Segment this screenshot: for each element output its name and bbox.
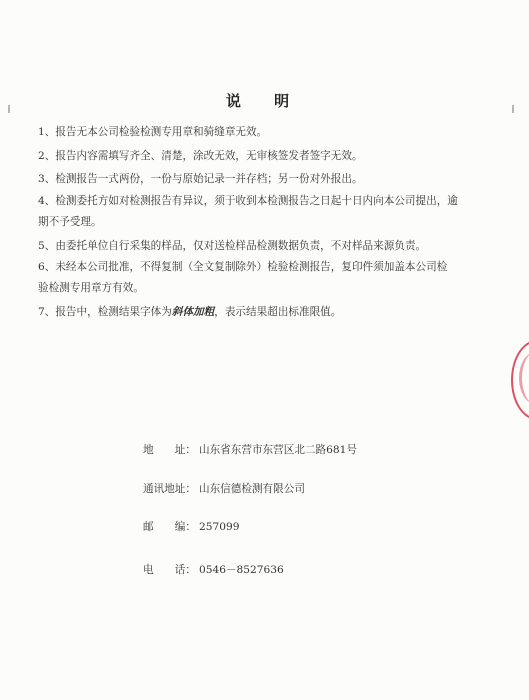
clause-5: 5、由委托单位自行采集的样品，仅对送检样品检测数据负责，不对样品来源负责。 xyxy=(38,240,427,252)
clause-7-prefix: 7、报告中，检测结果字体为 xyxy=(38,306,172,318)
clause-4-line-1: 4、检测委托方如对检测报告有异议，须于收到本检测报告之日起十日内向本公司提出，逾 xyxy=(38,195,458,207)
mail-address-value: 山东信德检测有限公司 xyxy=(199,483,305,495)
phone-value: 0546－8527636 xyxy=(199,564,284,576)
clause-2: 2、报告内容需填写齐全、清楚，涂改无效，无审核签发者签字无效。 xyxy=(38,150,363,162)
page-title: 说 明 xyxy=(225,92,304,110)
seal-stamp-edge xyxy=(511,340,529,420)
clause-1: 1、报告无本公司检验检测专用章和骑缝章无效。 xyxy=(38,126,268,138)
postcode-label: 邮 编： xyxy=(143,521,196,533)
clause-7 xyxy=(38,303,478,322)
contact-phone xyxy=(143,562,284,577)
contact-mail-address xyxy=(143,481,305,496)
contact-address xyxy=(143,442,357,457)
clause-4-line-2: 期不予受理。 xyxy=(38,216,102,228)
address-value: 山东省东营市东营区北二路681号 xyxy=(199,444,357,456)
clause-7-suffix: ，表示结果超出标准限值。 xyxy=(214,306,342,318)
contact-postcode xyxy=(143,519,239,534)
phone-label: 电 话： xyxy=(143,564,196,576)
clause-6-line-2: 验检测专用章方有效。 xyxy=(38,282,144,294)
address-label: 地 址： xyxy=(143,444,196,456)
mail-address-label: 通讯地址： xyxy=(143,483,196,495)
clause-6-line-1: 6、未经本公司批准，不得复制（全文复制除外）检验检测报告，复印件须加盖本公司检 xyxy=(38,261,448,273)
clause-3: 3、检测报告一式两份，一份与原始记录一并存档；另一份对外报出。 xyxy=(38,173,363,185)
postcode-value: 257099 xyxy=(199,521,240,533)
clause-7-emphasis: 斜体加粗 xyxy=(171,306,215,318)
